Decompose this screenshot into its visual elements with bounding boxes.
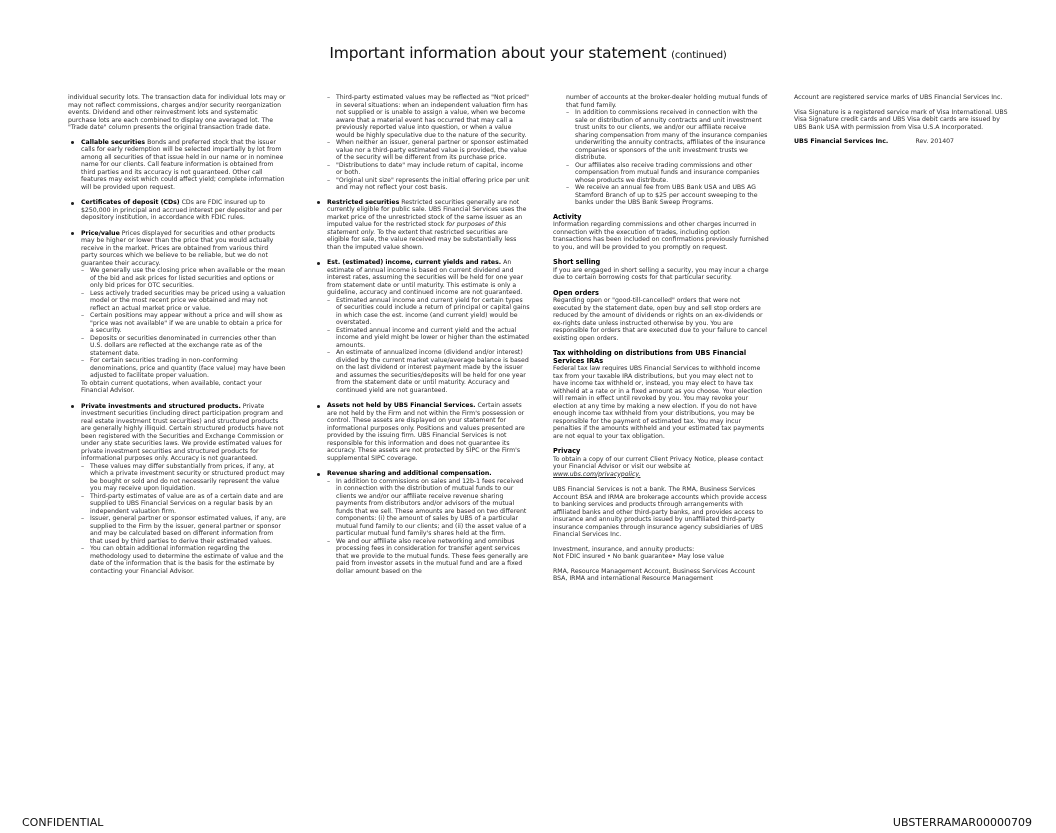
- est-text: An estimate of annual income is based on current dividend and interest rates, assuming the securities will be held for one year from statement date or until maturity. This estimate is only a guideline, accuracy and continued income are not guaranteed.: [327, 259, 524, 296]
- callable-label: Callable securities: [81, 138, 146, 146]
- column-1: [68, 94, 286, 583]
- third-party-dash: – "Distributions to date" may include return of capital, income or both.: [327, 162, 530, 177]
- revenue-sharing-section: [314, 470, 530, 575]
- visa-paragraph: Visa Signature is a registered service mark of Visa International. UBS Visa Signature credit cards and UBS Visa debit cards are issued by UBS Bank USA with permission from Visa U.S.A Incorporated.: [794, 108, 1008, 131]
- private-dash: – Third-party estimates of value are as of a certain date and are supplied to UBS Financial Services on a regular basis by an independent valuation firm.: [81, 493, 286, 516]
- price-value-section: [68, 230, 286, 395]
- price-dash: – Deposits or securities denominated in currencies other than U.S. dollars are reflected at the exchange rate as of the statement date.: [81, 335, 286, 358]
- revision-number: Rev. 201407: [915, 138, 954, 145]
- bank-disclaimer: UBS Financial Services is not a bank. The RMA, Business Services Account BSA and IRMA are brokerage accounts which provide access to banking services and products through arrangements with affiliated banks and other third-party banks, and provides access to insurance and annuity products issued by unaffiliated third-party insurance companies through insurance agency subsidiaries of UBS Financial Services Inc.: [553, 486, 767, 538]
- price-dash: – Certain positions may appear without a price and will show as "price was not available" if we are unable to obtain a price for a security.: [81, 312, 286, 335]
- est-dash: – Estimated annual income and current yield and the actual income and yield might be lower or higher than the estimated amounts.: [327, 327, 530, 350]
- third-party-dash: – Third-party estimated values may be reflected as "Not priced" in several situations: when an independent valuation firm has not supplied or is unable to assign a value, when we become aware that a material event has occurred that may call a previously reported value into question, or when a value would be highly speculative due to the nature of the security.: [327, 94, 530, 139]
- revenue-dash: – Our affiliates also receive trading commissions and other compensation from mutual funds and insurance companies whose products we distribute.: [566, 162, 769, 185]
- restricted-label: Restricted securities: [327, 198, 400, 206]
- price-text: Prices displayed for securities and other products may be higher or lower than the price that you would actually receive in the market. Prices are obtained from various third party sources which we believe to be reliable, but we do not guarantee their accuracy.: [81, 229, 276, 267]
- third-party-dashes: [314, 94, 530, 192]
- short-selling-text: If you are engaged in short selling a security, you may incur a charge due to certain borrowing costs for that particular security.: [553, 266, 769, 281]
- restricted-text: Restricted securities generally are not currently eligible for public sale. UBS Financial Services uses the market price of the unrestricted stock of the same issuer as an imputed value for the restricted stock: [327, 198, 527, 228]
- revenue-continued: [553, 94, 769, 207]
- est-dash: – Estimated annual income and current yield for certain types of securities could include a return of principal or capital gains in which case the est. income (and current yield) would be overstated.: [327, 297, 530, 327]
- tax-withholding-section: [553, 350, 769, 440]
- price-dash: – For certain securities trading in non-conforming denominations, price and quantity (face value) may have been adjusted to facilitate proper valuation.: [81, 357, 286, 380]
- private-dash: – You can obtain additional information regarding the methodology used to determine the estimate of value and the date of the information that is the basis for the estimate by contacting your Financial Advisor.: [81, 545, 286, 575]
- confidential-label: CONFIDENTIAL: [22, 816, 104, 829]
- company-revision-row: [794, 138, 954, 146]
- column-4: [794, 94, 1014, 153]
- revenue-dash: – In addition to commissions received in connection with the sale or distribution of annuity contracts and unit investment trust units to our clients, we and/or our affiliate receive sharing compensation from many of the insurance companies underwriting the annuity contracts, affiliates of the insurance companies or sponsors of the unit investment trusts we distribute.: [566, 109, 769, 162]
- revenue-label: Revenue sharing and additional compensation.: [327, 470, 492, 477]
- open-orders-section: [553, 290, 769, 343]
- revenue-cont-text: number of accounts at the broker-dealer holding mutual funds of that fund family.: [566, 94, 768, 109]
- estimated-income-section: [314, 259, 530, 394]
- private-investments-section: [68, 403, 286, 576]
- service-marks-paragraph: Account are registered service marks of UBS Financial Services Inc.: [794, 94, 1003, 101]
- private-label: Private investments and structured products.: [81, 402, 241, 410]
- restricted-securities-section: [314, 199, 530, 252]
- investment-disclaimer: [553, 546, 769, 561]
- tax-withholding-text: Federal tax law requires UBS Financial Services to withhold income tax from your taxable IRA distributions, but you may elect not to have income tax withheld or, instead, you may elect to have tax withheld at a rate or in a fixed amount as you choose. Your election will remain in effect until revoked by you. You may revoke your election at any time by making a new election. If you do not have enough income tax withheld from your distributions, you may be responsible for the payment of estimated tax. You may incur penalties if the amounts withheld and your estimated tax payments are not equal to your tax obligation.: [553, 365, 765, 440]
- rma-paragraph: RMA, Resource Management Account, Business Services Account BSA, IRMA and international Resource Management: [553, 567, 756, 582]
- open-orders-heading: Open orders: [553, 288, 599, 297]
- revenue-dash: – In addition to commissions on sales and 12b-1 fees received in connection with the distribution of mutual funds to our clients we and/or our affiliate receive revenue sharing payments from distributors and/or advisors of the mutual funds that we sell. These amounts are based on two different components: (i) the amount of sales by UBS of a particular mutual fund family to our clients; and (ii) the asset value of a particular mutual fund family's shares held at the firm.: [327, 478, 530, 538]
- title-suffix: (continued): [671, 50, 727, 61]
- investment-line-2: Not FDIC insured • No bank guarantee• May lose value: [553, 553, 725, 560]
- company-name: UBS Financial Services Inc.: [794, 138, 889, 145]
- cds-section: [68, 199, 286, 222]
- open-orders-text: Regarding open or "good-till-cancelled" orders that were not executed by the statement date, open buy and sell stop orders are reduced by the amount of dividends or rights on an ex-dividends or ex-rights date unless instructed otherwise by you. You are responsible for orders that are executed due to your failure to cancel existing open orders.: [553, 297, 767, 342]
- price-dash: – We generally use the closing price when available or the mean of the bid and ask prices for listed securities and options or only bid prices for OTC securities.: [81, 267, 286, 290]
- intro-paragraph: individual security lots. The transaction data for individual lots may or may not reflect commissions, charges and/or security reorganization events. Dividend and other reinvestment lots and systematic purchase lots are each combined to display one averaged lot. The "Trade date" column presents the original transaction trade date.: [68, 94, 286, 131]
- cds-text: CDs are FDIC insured up to $250,000 in principal and accrued interest per depositor and per depository institution, in accordance with FDIC rules.: [81, 199, 283, 221]
- assets-label: Assets not held by UBS Financial Services.: [327, 402, 476, 409]
- activity-heading: Activity: [553, 212, 582, 221]
- column-3: [553, 94, 769, 590]
- privacy-heading: Privacy: [553, 447, 581, 455]
- activity-text: Information regarding commissions and other charges incurred in connection with the execution of trades, including option transactions has been included on confirmations previously furnished to you, and will be provided to you promptly on request.: [553, 221, 769, 251]
- callable-text: Bonds and preferred stock that the issuer calls for early redemption will be selected impartially by lot from among all securities of that issue held in our name or in nominee name for our clients. Call feature information is obtained from third parties and its accuracy is not guaranteed. Other call features may exist which could affect yield; complete information will be provided upon request.: [81, 138, 285, 191]
- activity-section: [553, 214, 769, 252]
- privacy-link[interactable]: www.ubs.com/privacypolicy.: [553, 470, 641, 478]
- price-dash: – Less actively traded securities may be priced using a valuation model or the most recent price we obtained and may not reflect an actual market price or value.: [81, 290, 286, 313]
- page-title: [0, 44, 1056, 62]
- revenue-dash: – We and our affiliate also receive networking and omnibus processing fees in consideration for transfer agent services that we provide to the mutual funds. These fees generally are paid from investor assets in the mutual fund and are a fixed dollar amount based on the: [327, 538, 530, 576]
- callable-securities-section: [68, 139, 286, 192]
- tax-withholding-heading: Tax withholding on distributions from UBS Financial Services IRAs: [553, 349, 747, 365]
- private-text: Private investment securities (including direct participation program and real estate investment trust securities) and structured products are generally highly illiquid. Certain structured products have not been registered with the Securities and Exchange Commission or under any state securities laws. We provide estimated values for private investment securities and structured products for informational purposes only. Accuracy is not guaranteed.: [81, 402, 284, 462]
- short-selling-heading: Short selling: [553, 258, 601, 266]
- private-dash: – Issuer, general partner or sponsor estimated values, if any, are supplied to the Firm by the issuer, general partner or sponsor and may be calculated based on different information from that used by third parties to derive their estimated values.: [81, 515, 286, 545]
- column-2: [314, 94, 530, 583]
- cds-label: Certificates of deposit (CDs): [81, 199, 180, 206]
- restricted-text-2: To the extent that restricted securities are eligible for sale, the value received may be substantially less than the imputed value shown.: [327, 228, 517, 251]
- private-dash: – These values may differ substantially from prices, if any, at which a private investment security or structured product may be bought or sold and do not necessarily represent the value you may receive upon liquidation.: [81, 463, 286, 493]
- price-closing: To obtain current quotations, when available, contact your Financial Advisor.: [81, 379, 262, 394]
- privacy-section: [553, 448, 769, 478]
- title-text: Important information about your statement: [329, 44, 667, 62]
- est-dash: – An estimate of annualized income (dividend and/or interest) divided by the current market value/average balance is based on the last dividend or interest payment made by the issuer and assumes the securities/deposits will be held for one year from the statement date or until maturity. Accuracy and continued yield are not guaranteed.: [327, 349, 530, 394]
- bates-number: UBSTERRAMAR00000709: [892, 816, 1032, 829]
- revenue-dash: – We receive an annual fee from UBS Bank USA and UBS AG Stamford Branch of up to $25 per account sweeping to the banks under the UBS Bank Sweep Programs.: [566, 184, 769, 207]
- restricted-italic: for purposes of this statement only.: [327, 221, 507, 236]
- short-selling-section: [553, 259, 769, 282]
- est-label: Est. (estimated) income, current yields and rates.: [327, 259, 502, 266]
- privacy-text: To obtain a copy of our current Client Privacy Notice, please contact your Financial Advisor or visit our website at: [553, 455, 764, 470]
- third-party-dash: – "Original unit size" represents the initial offering price per unit and may not reflect your cost basis.: [327, 177, 530, 192]
- investment-line-1: Investment, insurance, and annuity products:: [553, 545, 695, 553]
- assets-text: Certain assets are not held by the Firm and not within the Firm's possession or control. These assets are displayed on your statement for informational purposes only. Positions and values presented are provided by the issuing firm. UBS Financial Services is not responsible for this information and does not guarantee its accuracy. These assets are not protected by SIPC or the Firm's supplemental SIPC coverage.: [327, 402, 525, 462]
- third-party-dash: – When neither an issuer, general partner or sponsor estimated value nor a third-party estimated value is provided, the value of the security will be different from its purchase price.: [327, 139, 530, 162]
- price-label: Price/value: [81, 229, 120, 237]
- assets-not-held-section: [314, 402, 530, 462]
